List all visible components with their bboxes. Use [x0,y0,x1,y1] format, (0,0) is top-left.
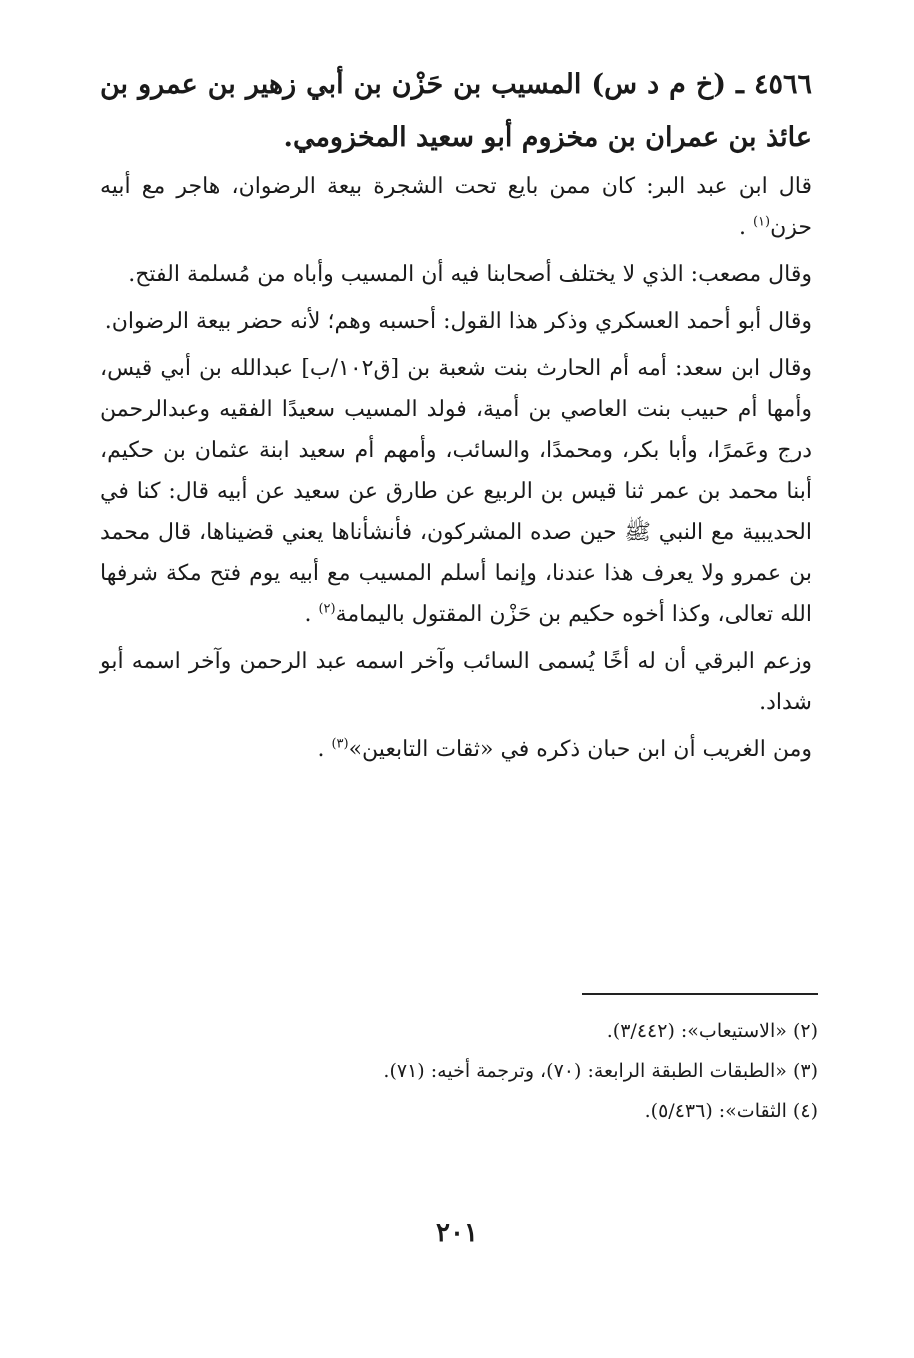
paragraph-text: وقال مصعب: الذي لا يختلف أصحابنا فيه أن المسيب وأباه من مُسلمة الفتح. [128,262,812,287]
paragraph-ibn-hibban [100,729,812,770]
paragraph-text: قال ابن عبد البر: كان ممن بايع تحت الشجرة بيعة الرضوان، هاجر مع أبيه حزن [100,174,812,240]
paragraph-ibn-sad [100,348,812,635]
paragraph-text: وقال أبو أحمد العسكري وذكر هذا القول: أحسبه وهم؛ لأنه حضر بيعة الرضوان. [104,309,812,334]
paragraph-askari [100,301,812,342]
page-body [100,58,812,776]
paragraph-tail: . [317,737,332,762]
paragraph-text: وقال ابن سعد: أمه أم الحارث بنت شعبة بن [ق١٠٢/ب] عبدالله بن أبي قيس، وأمها أم حبيب بنت العاصي بن أمية، فولد المسيب سعيدًا الفقيه وعبدالرحمن درج وعَمرًا، وأبا بكر، ومحمدًا، والسائب، وأمهم أم سعيد ابنة عثمان بن حكيم، أبنا محمد بن عمر ثنا قيس بن الربيع عن طارق عن سعيد عن أبيه قال: كنا في الحديبية مع النبي ﷺ حين صده المشركون، فأنشأناها يعني قضيناها، قال محمد بن عمرو ولا يعرف هذا عندنا، وإنما أسلم المسيب مع أبيه يوم فتح مكة شرفها الله تعالى، وكذا أخوه حكيم بن حَزْن المقتول باليمامة [100,356,812,627]
footnote-marker: (٢) [318,601,336,617]
entry-heading: ٤٥٦٦ ـ (خ م د س) المسيب بن حَزْن بن أبي زهير بن عمرو بن عائذ بن عمران بن مخزوم أبو سعيد المخزومي. [100,69,812,153]
page-number: ٢٠١ [436,1218,478,1248]
paragraph-tail: . [304,602,319,627]
paragraph-barqi [100,641,812,723]
footnote-divider [582,993,818,995]
paragraph-musab [100,254,812,295]
footnote-item: (٣) «الطبقات الطبقة الرابعة: (٧٠)، وترجمة أخيه: (٧١). [383,1060,818,1082]
paragraph-ibn-abd-al-barr [100,166,812,248]
footnote-marker: (٣) [331,736,349,752]
paragraph-text: ومن الغريب أن ابن حبان ذكره في «ثقات التابعين» [348,737,812,762]
footnote-item: (٢) «الاستيعاب»: (٣/٤٤٢). [606,1020,818,1042]
footnote-item: (٤) الثقات»: (٥/٤٣٦). [644,1100,818,1122]
footnotes [300,1014,818,1134]
paragraph-tail: . [738,215,753,240]
footnote-marker: (١) [752,214,771,230]
paragraph-text: وزعم البرقي أن له أخًا يُسمى السائب وآخر اسمه عبد الرحمن وآخر اسمه أبو شداد. [100,649,812,715]
